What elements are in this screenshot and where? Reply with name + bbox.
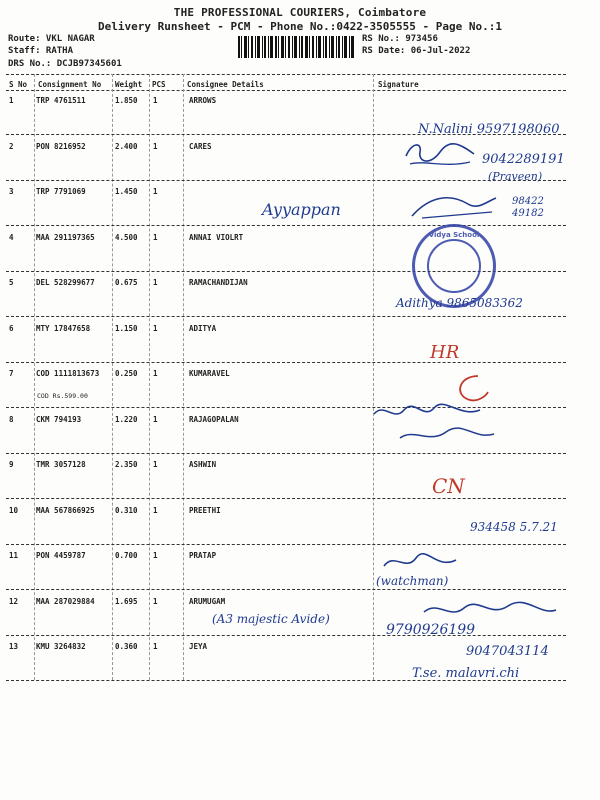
row-consignment-no: CKM 794193 xyxy=(36,414,82,424)
row-consignee: KUMARAVEL xyxy=(189,369,230,378)
row-consignee: JEYA xyxy=(189,642,208,651)
signature-scribble-row-8 xyxy=(370,400,500,448)
row-consignee: ADITYA xyxy=(189,323,217,333)
row-consignment-no: COD 1111813673 xyxy=(36,369,100,378)
row-consignee: CARES xyxy=(189,141,212,151)
row-pcs: 1 xyxy=(153,596,158,606)
header-bottom-rule xyxy=(6,90,566,91)
mark-row-9: CN xyxy=(432,474,465,498)
document-subtitle: Delivery Runsheet - PCM - Phone No.:0422-3505555 - Page No.:1 xyxy=(98,20,502,33)
row-consignment-no: MAA 291197365 xyxy=(36,232,95,242)
col-header-consignment: Consignment No xyxy=(38,80,102,89)
number-row-10: 934458 5.7.21 xyxy=(470,520,558,534)
row-consignment-no: MTY 17847658 xyxy=(36,323,91,333)
row-consignment-no: KMU 3264832 xyxy=(36,642,86,651)
row-pcs: 1 xyxy=(153,187,158,196)
col-header-signature: Signature xyxy=(378,80,419,89)
row-consignment-no: PON 4459787 xyxy=(36,551,86,560)
signature-row-1: N.Nalini 9597198060 xyxy=(418,122,560,137)
row-consignee: PRATAP xyxy=(189,551,217,560)
row-consignee: RAJAGOPALAN xyxy=(189,414,239,424)
row-weight: 1.695 xyxy=(115,596,138,606)
drs-number: DRS No.: DCJB97345601 xyxy=(8,59,122,69)
col-header-sno: S No xyxy=(9,80,28,89)
row-separator xyxy=(6,589,566,590)
row-pcs: 1 xyxy=(153,505,158,515)
row-pcs: 1 xyxy=(153,414,158,424)
row-sno: 9 xyxy=(9,460,14,469)
row-sno: 4 xyxy=(9,232,14,242)
row-separator xyxy=(6,180,566,181)
name-row-3: Ayyappan xyxy=(262,200,341,219)
row-consignment-no: TMR 3057128 xyxy=(36,460,86,469)
row-consignment-no: TRP 4761511 xyxy=(36,96,86,105)
signature-row-5: Adithya 9865083362 xyxy=(396,296,523,310)
row-sno: 12 xyxy=(9,596,19,606)
row-sno: 10 xyxy=(9,505,19,515)
row-consignment-no: TRP 7791069 xyxy=(36,187,86,196)
row-separator xyxy=(6,225,566,226)
row-weight: 2.400 xyxy=(115,141,138,151)
row-pcs: 1 xyxy=(153,232,158,242)
row-consignee: ANNAI VIOLRT xyxy=(189,232,244,242)
row-pcs: 1 xyxy=(153,642,158,651)
cod-amount-note: COD Rs.599.00 xyxy=(37,392,88,400)
row-separator xyxy=(6,635,566,636)
row-weight: 1.450 xyxy=(115,187,138,196)
rs-number: RS No.: 973456 xyxy=(362,34,438,44)
phone-row-12: 9790926199 xyxy=(386,622,476,638)
row-sno: 7 xyxy=(9,369,14,378)
row-separator xyxy=(6,453,566,454)
row-weight: 2.350 xyxy=(115,460,138,469)
row-pcs: 1 xyxy=(153,323,158,333)
row-separator xyxy=(6,544,566,545)
row-consignee: RAMACHANDIJAN xyxy=(189,278,248,287)
row-sno: 11 xyxy=(9,551,19,560)
phone-row-2: 9042289191 xyxy=(482,152,565,167)
row-consignee: ARROWS xyxy=(189,96,217,105)
rs-date: RS Date: 06-Jul-2022 xyxy=(362,46,471,56)
row-weight: 1.220 xyxy=(115,414,138,424)
name-row-2: (Praveen) xyxy=(488,170,543,183)
row-weight: 1.150 xyxy=(115,323,138,333)
row-sno: 13 xyxy=(9,642,19,651)
mark-row-7: HR xyxy=(430,342,460,363)
row-separator xyxy=(6,362,566,363)
phone-row-13: 9047043114 xyxy=(466,644,549,659)
row-sno: 2 xyxy=(9,141,14,151)
note-row-11: (watchman) xyxy=(376,574,449,588)
header-top-rule xyxy=(6,74,566,75)
row-consignee: PREETHI xyxy=(189,505,221,515)
row-weight: 0.250 xyxy=(115,369,138,378)
signature-row-13: T.se. malavri.chi xyxy=(412,666,520,681)
row-sno: 6 xyxy=(9,323,14,333)
signature-scribble-row-12 xyxy=(420,598,560,622)
row-sno: 1 xyxy=(9,96,14,105)
row-separator xyxy=(6,316,566,317)
school-stamp: Vidya School xyxy=(412,224,496,308)
staff-label: Staff: RATHA xyxy=(8,46,74,56)
signature-scribble-row-3 xyxy=(408,190,500,224)
row-consignee: ASHWIN xyxy=(189,460,217,469)
row-sno: 3 xyxy=(9,187,14,196)
row-consignment-no: PON 8216952 xyxy=(36,141,86,151)
signature-scribble-row-2 xyxy=(400,138,480,172)
row-pcs: 1 xyxy=(153,460,158,469)
document-title: THE PROFESSIONAL COURIERS, Coimbatore xyxy=(173,6,427,19)
row-weight: 4.500 xyxy=(115,232,138,242)
note-row-12: (A3 majestic Avide) xyxy=(212,612,330,626)
signature-scribble-row-11 xyxy=(380,548,460,576)
row-weight: 0.675 xyxy=(115,278,138,287)
row-sno: 8 xyxy=(9,414,14,424)
row-consignment-no: MAA 287029884 xyxy=(36,596,95,606)
col-header-weight: Weight xyxy=(115,80,143,89)
row-weight: 0.360 xyxy=(115,642,138,651)
row-separator xyxy=(6,498,566,499)
row-weight: 1.850 xyxy=(115,96,138,105)
row-pcs: 1 xyxy=(153,141,158,151)
barcode-image xyxy=(238,36,354,58)
row-consignee: ARUMUGAM xyxy=(189,596,226,606)
row-pcs: 1 xyxy=(153,278,158,287)
col-header-pcs: PCS xyxy=(152,80,166,89)
row-weight: 0.310 xyxy=(115,505,138,515)
row-pcs: 1 xyxy=(153,369,158,378)
row-pcs: 1 xyxy=(153,96,158,105)
row-pcs: 1 xyxy=(153,551,158,560)
row-sno: 5 xyxy=(9,278,14,287)
number-row-3: 98422 49182 xyxy=(512,196,544,219)
row-consignment-no: MAA 567866925 xyxy=(36,505,95,515)
row-consignment-no: DEL 528299677 xyxy=(36,278,95,287)
col-header-consignee: Consignee Details xyxy=(187,80,264,89)
route-label: Route: VKL NAGAR xyxy=(8,34,95,44)
row-weight: 0.700 xyxy=(115,551,138,560)
